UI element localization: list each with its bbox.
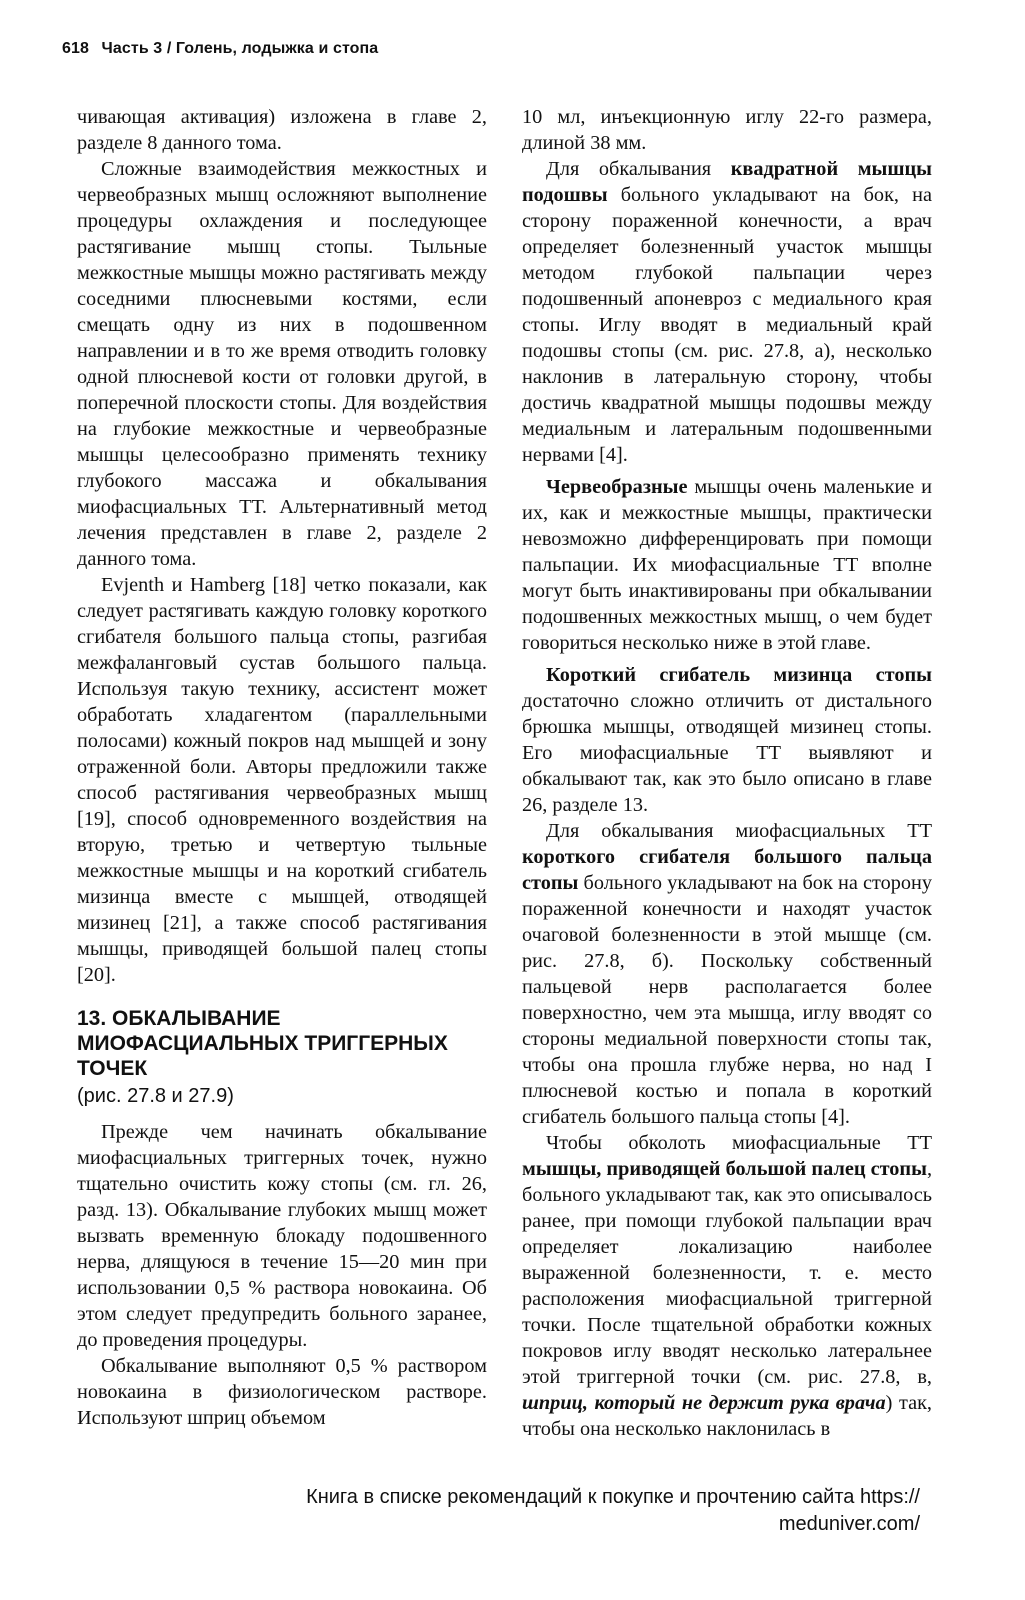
running-title: Часть 3 / Голень, лодыжка и стопа xyxy=(101,40,379,57)
paragraph: Прежде чем начинать обкалывание миофасциальных триггерных точек, нужно тщательно очистить кожу стопы (см. гл. 26, разд. 13). Обкалывание глубоких мышц может вызвать временную блокаду подошвенного нерва, длящуюся в течение 15—20 мин при использовании 0,5 % раствора новокаина. Об этом следует предупредить больного заранее, до проведения процедуры. xyxy=(77,1121,487,1351)
paragraph: Обкалывание выполняют 0,5 % раствором новокаина в физиологическом растворе. Используют шприц объемом xyxy=(77,1355,487,1429)
paragraph: чивающая активация) изложена в главе 2, разделе 8 данного тома. xyxy=(77,106,487,154)
paragraph: Evjenth и Hamberg [18] четко показали, как следует растягивать каждую головку короткого сгибателя большого пальца стопы, разгибая межфаланговый сустав большого пальца. Используя такую технику, ассистент может обработать хладагентом (параллельными полосами) кожный покров над мышцей и зону отраженной боли. Авторы предложили также способ растягивания червеобразных мышц [19], способ одновременного воздействия на вторую, третью и четвертую тыльные межкостные мышцы и на короткий сгибатель мизинца вместе с мышцей, отводящей мизинец [21], а также способ растягивания мышцы, приводящей большой палец стопы [20]. xyxy=(77,574,487,986)
text-run: Чтобы обколоть миофасциальные ТТ xyxy=(546,1132,932,1154)
paragraph xyxy=(522,156,932,468)
section-heading: 13. ОБКАЛЫВАНИЕ МИОФАСЦИАЛЬНЫХ ТРИГГЕРНЫХ ТОЧЕК xyxy=(77,1007,448,1080)
paragraph xyxy=(522,1130,932,1442)
right-column xyxy=(522,104,932,1442)
paragraph: Сложные взаимодействия межкостных и червеобразных мышц осложняют выполнение процедуры охлаждения и последующее растягивание мышц стопы. Тыльные межкостные мышцы можно растягивать между соседними плюсневыми костями, если смещать одну из них в подошвенном направлении и в то же время отводить головку одной плюсневой кости от головки другой, в поперечной плоскости стопы. Для воздействия на глубокие межкостные и червеобразные мышцы целесообразно применять технику глубокого массажа и обкалывания миофасциальных ТТ. Альтернативный метод лечения представлен в главе 2, разделе 2 данного тома. xyxy=(77,158,487,570)
paragraph xyxy=(522,662,932,818)
paragraph xyxy=(522,818,932,1130)
section-figure-reference: (рис. 27.8 и 27.9) xyxy=(77,1085,234,1107)
text-run: достаточно сложно отличить от дистального брюшка мышцы, отводящей мизинец стопы. Его миофасциальные ТТ выявляют и обкалывают так, как это было описано в главе 26, разделе 13. xyxy=(522,690,932,816)
text-run: больного укладывают на бок на сторону пораженной конечности и находят участок очаговой болезненности в этой мышце (см. рис. 27.8, б). Поскольку собственный пальцевой нерв располагается более поверхностно, чем эта мышца, иглу вводят со стороны медиальной поверхности стопы так, чтобы она прошла глубже нерва, но над I плюсневой костью и попала в короткий сгибатель большого пальца стопы [4]. xyxy=(522,872,932,1128)
text-run: ) так, чтобы она несколько наклонилась в xyxy=(522,1392,932,1440)
bold-term: квадратной мышцы подошвы xyxy=(522,158,932,206)
running-header xyxy=(62,40,378,58)
paragraph xyxy=(522,474,932,656)
text-run: больного укладывают на бок, на сторону пораженной конечности, а врач определяет болезненный участок мышцы методом глубокой пальпации через подошвенный апоневроз с медиального края стопы. Иглу вводят в медиальный край подошвы стопы (см. рис. 27.8, а), несколько наклонив в латеральную сторону, чтобы достичь квадратной мышцы подошвы между медиальным и латеральным подошвенными нервами [4]. xyxy=(522,184,932,466)
page-number: 618 xyxy=(62,40,89,57)
paragraph: 10 мл, инъекционную иглу 22-го размера, длиной 38 мм. xyxy=(522,106,932,154)
italic-note: шприц, который не держит рука врача xyxy=(522,1392,886,1414)
text-run: , больного укладывают так, как это описывалось ранее, при помощи глубокой пальпации врач определяет локализацию наиболее выраженной болезненности, т. е. место расположения миофасциальной триггерной точки. После тщательной обработки кожных покровов иглу вводят несколько латеральнее этой триггерной точки (см. рис. 27.8, в, xyxy=(522,1158,933,1388)
text-run: Для обкалывания xyxy=(546,158,731,180)
watermark-note: Книга в списке рекомендаций к покупке и прочтению сайта https:// meduniver.com/ xyxy=(306,1486,920,1535)
bold-term: Короткий сгибатель мизинца стопы xyxy=(546,664,932,686)
text-run: мышцы очень маленькие и их, как и межкостные мышцы, практически невозможно дифференцировать при помощи пальпации. Их миофасциальные ТТ вполне могут быть инактивированы при обкалывании подошвенных межкостных мышц, о чем будет говориться несколько ниже в этой главе. xyxy=(522,476,932,654)
bold-term: мышцы, приводящей большой палец стопы xyxy=(522,1158,927,1180)
bold-term: короткого сгибателя большого пальца стопы xyxy=(522,846,932,894)
text-run: Для обкалывания миофасциальных ТТ xyxy=(546,820,932,842)
left-column xyxy=(77,104,487,1431)
bold-term: Червеобразные xyxy=(546,476,688,498)
